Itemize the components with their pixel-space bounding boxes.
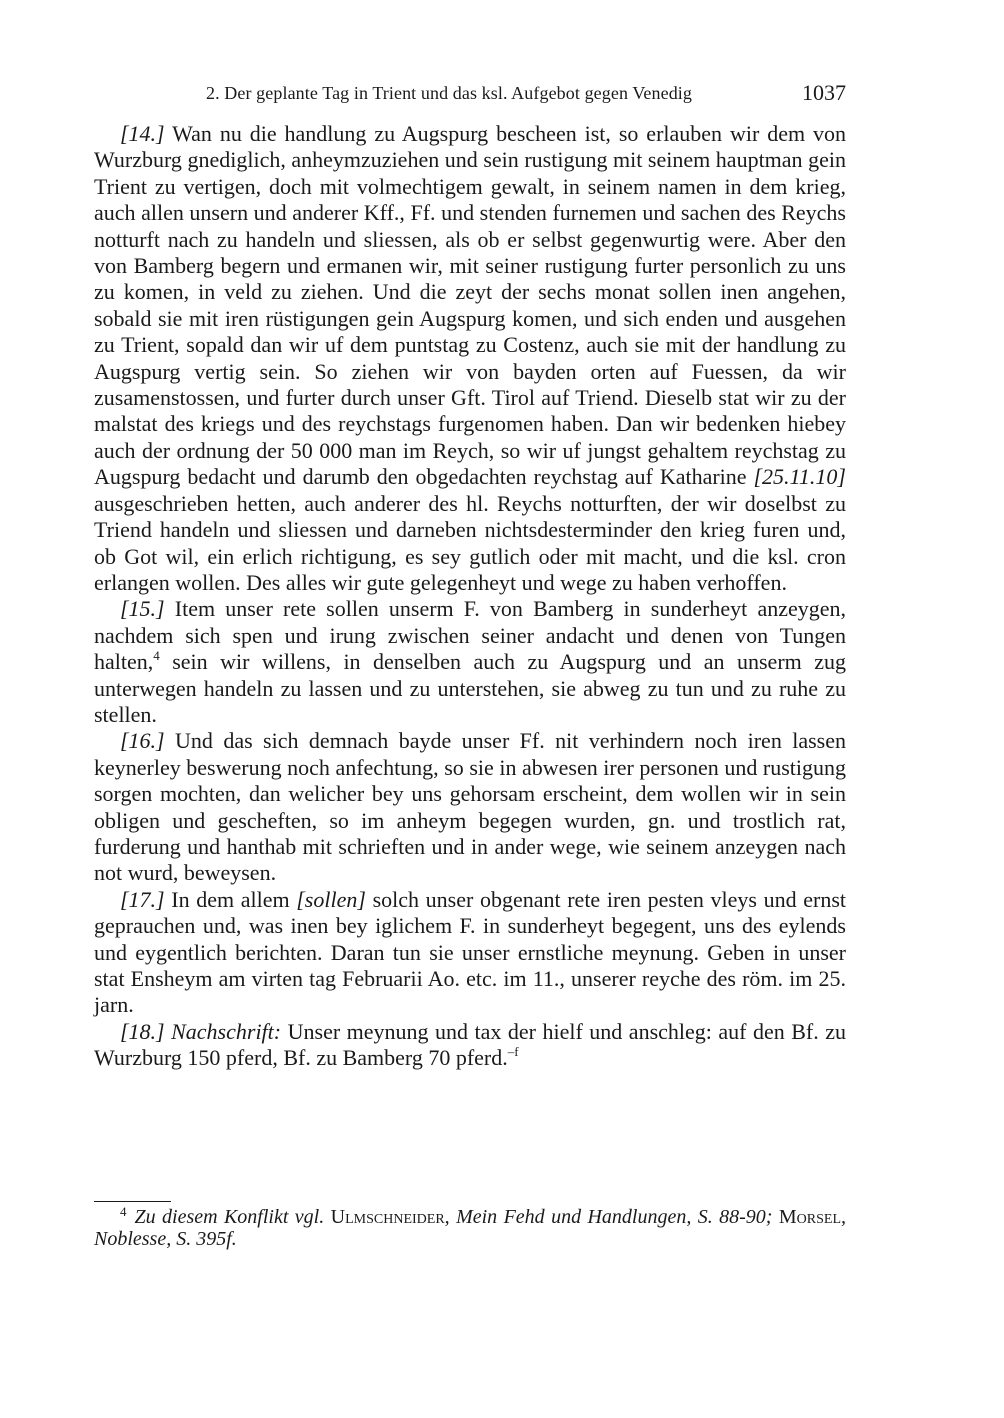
paragraph-15 (94, 596, 846, 728)
paragraph-text-continued: solch unser obgenant rete iren pesten vleys und ernst geprauchen und, was inen bey iglichem F. in sunderheyt begegent, uns des eylends und eygentlich berichten. Daran tun sie unser ernstliche meynung. Geben in unser stat Ensheym am virten tag Februarii Ao. etc. im 11., unserer reyche des röm. im 25. jarn. (94, 886, 846, 1018)
footnote-author: Ulmschneider (330, 1206, 445, 1228)
paragraph-text-continued: ausgeschrieben hetten, auch anderer des hl. Reychs notturften, der wir doselbst zu Triend handeln und sliessen und darneben nichtsdesterminder den krieg furen und, ob Got wil, ein erlich richtigung, es sey gutlich oder mit macht, und die ksl. cron erlangen wollen. Des alles wir gute gelegenheyt und wege zu haben verhoffen. (94, 490, 846, 595)
paragraph-14 (94, 121, 846, 596)
footnote-reference[interactable]: 4 (153, 648, 160, 664)
body-text (94, 121, 846, 1072)
footnote-4 (94, 1206, 846, 1250)
running-title: 2. Der geplante Tag in Trient und das ksl. Aufgebot gegen Venedig (206, 83, 693, 103)
footnote-separator (94, 1201, 171, 1202)
paragraph-text: Und das sich demnach bayde unser Ff. nit verhindern noch iren lassen keynerley beswerung noch anfechtung, so sie in abwesen irer personen und rustigung sorgen mochten, dan welicher bey uns gehorsam erscheint, dem wollen wir in sein obligen und gescheften, so im anheym begegen wurden, gn. und trostlich rat, furderung und hanthab mit schrieften und in ander wege, wie seinem anzeygen nach not wurd, beweysen. (94, 728, 846, 886)
footnote-work: , Mein Fehd und Handlungen, S. 88-90; (444, 1206, 773, 1228)
paragraph-text: Unser meynung und tax der hielf und anschleg: auf den Bf. zu Wurzburg 150 pferd, Bf. zu Bamberg 70 pferd. (94, 1018, 846, 1071)
paragraph-text: In dem allem (164, 886, 297, 912)
paragraph-number: [16.] (120, 728, 165, 754)
running-head (94, 80, 846, 108)
paragraph-number: [18.] Nachschrift: (120, 1018, 282, 1044)
paragraph-text: Item unser rete sollen unserm F. von Bamberg in sunderheyt anzeygen, nachdem sich spen und irung zwischen seiner andacht und denen von Tungen halten, (94, 596, 846, 675)
apparatus-mark: –f (507, 1044, 519, 1060)
paragraph-number: [14.] (120, 121, 165, 146)
footnote-work: , Noblesse, S. 395f. (94, 1206, 846, 1250)
paragraph-number: [17.] (120, 886, 165, 912)
date-reference: [25.11.10] (753, 464, 846, 490)
footnote-number: 4 (120, 1204, 127, 1219)
paragraph-18 (94, 1019, 846, 1072)
paragraph-text: Wan nu die handlung zu Augspurg bescheen ist, so erlauben wir dem von Wurzburg gnediglich, anheymzuziehen und sein rustigung mit seinem hauptman gein Trient zu vertigen, doch mit volmechtigem gewalt, in seinem namen in dem krieg, auch allen unsern und anderer Kff., Ff. und stenden furnemen und sachen des Reychs notturft nach zu handeln und sliessen, als ob er selbst gegenwurtig were. Aber den von Bamberg begern und ermanen wir, mit seiner rustigung furter personlich zu uns zu komen, in veld zu ziehen. Und die zeyt der sechs monat sollen inen angehen, sobald sie mit iren rüstigungen gein Augspurg komen, und sich enden und ausgehen zu Trient, sopald dan wir uf dem puntstag zu Costenz, auch sie mit der handlung zu Augspurg vertig sein. So ziehen wir von bayden orten auf Fuessen, da wir zusamenstossen, und furter durch unser Gft. Tirol auf Triend. Dieselb stat wir zu der malstat des kriegs und des reychstags furgenomen haben. Dan wir bedenken hiebey auch der ordnung der 50 000 man im Reych, so wir uf jungst gehaltem reychstag zu Augspurg bedacht und darumb den obgedachten reychstag auf Katharine (94, 121, 846, 490)
editorial-insertion: [sollen] (296, 886, 366, 912)
paragraph-16 (94, 728, 846, 886)
paragraph-17 (94, 887, 846, 1019)
paragraph-number: [15.] (120, 596, 165, 622)
footnote-author: Morsel (778, 1206, 841, 1228)
footnote-lead: Zu diesem Konflikt vgl. (134, 1206, 331, 1228)
paragraph-text-continued: sein wir willens, in denselben auch zu Augspurg und an unserm zug unterwegen handeln zu lassen und zu unterstehen, sie abweg zu tun und zu ruhe zu stellen. (94, 649, 846, 727)
page-number: 1037 (802, 80, 846, 105)
